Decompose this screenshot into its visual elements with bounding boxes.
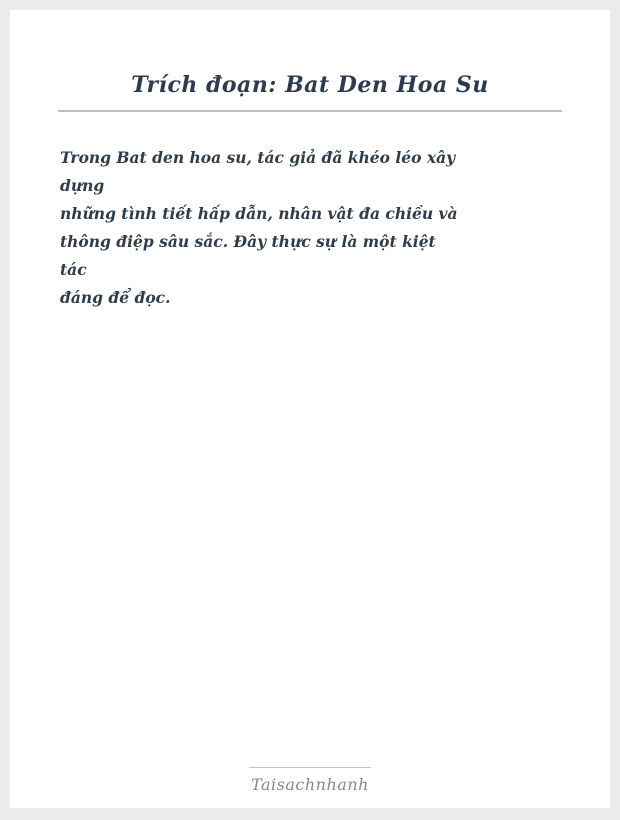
excerpt-line: Trong Bat den hoa su, tác giả đã khéo léo xây xyxy=(60,148,456,167)
excerpt-line: những tình tiết hấp dẫn, nhân vật đa chiều và xyxy=(60,204,458,223)
excerpt-line: tác xyxy=(60,260,87,279)
excerpt-line: đáng để đọc. xyxy=(60,288,171,307)
page-footer xyxy=(10,767,610,794)
excerpt-line: dựng xyxy=(60,176,105,195)
footer-divider xyxy=(249,767,371,768)
document-page xyxy=(10,10,610,808)
title-divider xyxy=(58,110,562,112)
page-title: Trích đoạn: Bat Den Hoa Su xyxy=(131,72,489,98)
footer-signature: Taisachnhanh xyxy=(251,775,369,794)
excerpt-paragraph xyxy=(60,144,560,312)
excerpt-line: thông điệp sâu sắc. Đây thực sự là một kiệt xyxy=(60,232,436,251)
empty-space xyxy=(10,312,610,767)
